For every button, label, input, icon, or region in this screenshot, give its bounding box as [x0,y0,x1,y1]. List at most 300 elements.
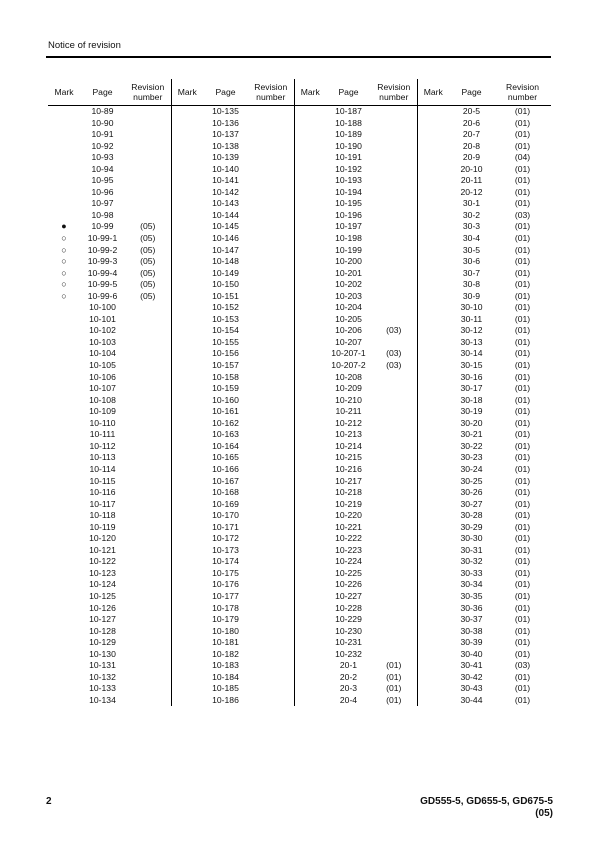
cell-mark [171,268,203,280]
cell-mark [171,129,203,141]
cell-mark [417,129,449,141]
cell-page: 30-11 [460,313,483,324]
cell-mark [171,118,203,130]
cell-revision [125,591,171,603]
cell-revision [371,152,417,164]
cell-revision [248,568,294,580]
cell-revision: (05) [125,221,171,233]
table-row [48,348,551,360]
cell-revision [371,614,417,626]
cell-page: 10-101 [89,313,116,324]
header-mark: Mark [171,79,203,106]
cell-page: 10-111 [89,429,116,440]
cell-page: 10-218 [335,487,362,498]
cell-page: 10-113 [89,452,116,463]
cell-mark [417,556,449,568]
cell-mark [171,152,203,164]
cell-mark [48,545,80,557]
cell-revision [248,106,294,118]
cell-mark [171,141,203,153]
cell-page: 10-207 [335,336,362,347]
cell-mark [417,314,449,326]
cell-page: 30-7 [462,267,481,278]
cell-revision: (01) [514,429,531,440]
cell-revision: (01) [371,683,417,695]
cell-page: 10-180 [212,625,239,636]
cell-page: 30-43 [460,683,483,694]
table-row [48,406,551,418]
cell-revision: (01) [514,440,531,451]
cell-mark [171,418,203,430]
cell-page: 30-12 [460,325,483,336]
table-row [48,510,551,522]
table-row [48,325,551,337]
cell-revision: (05) [125,268,171,280]
cell-revision [371,198,417,210]
cell-revision: (01) [514,510,531,521]
cell-page: 10-228 [335,602,362,613]
cell-mark [48,198,80,210]
cell-mark [171,279,203,291]
table-row [48,372,551,384]
cell-page: 10-167 [212,475,239,486]
cell-mark [417,683,449,695]
cell-page: 30-20 [460,417,483,428]
cell-revision [248,164,294,176]
cell-revision: (05) [125,291,171,303]
cell-mark [48,302,80,314]
cell-mark [417,164,449,176]
cell-page: 10-118 [89,510,116,521]
cell-mark [171,579,203,591]
cell-page: 10-223 [335,544,362,555]
cell-page: 30-33 [460,567,483,578]
cell-mark [171,360,203,372]
cell-page: 10-130 [89,648,116,659]
cell-page: 10-98 [91,209,114,220]
cell-page: 10-154 [212,325,239,336]
cell-page: 10-183 [212,660,239,671]
cell-page: 30-6 [462,256,481,267]
cell-mark [417,533,449,545]
cell-revision: (01) [514,371,531,382]
cell-mark [171,533,203,545]
cell-revision [125,499,171,511]
cell-mark [417,637,449,649]
model-list: GD555-5, GD655-5, GD675-5 [420,796,553,807]
cell-revision [248,683,294,695]
cell-mark [48,695,80,707]
table-row [48,522,551,534]
table-row [48,291,551,303]
cell-page: 20-4 [339,694,358,705]
cell-page: 10-200 [335,256,362,267]
cell-page: 10-210 [335,394,362,405]
cell-revision [125,672,171,684]
header-page: Page [449,79,494,106]
cell-revision [248,383,294,395]
cell-mark [171,695,203,707]
cell-revision [371,626,417,638]
header-page: Page [203,79,248,106]
cell-page: 30-42 [460,671,483,682]
cell-page: 10-231 [335,637,362,648]
cell-revision [371,476,417,488]
cell-revision: (01) [514,498,531,509]
cell-mark [294,245,326,257]
cell-mark [48,152,80,164]
cell-revision: (03) [371,348,417,360]
cell-revision: (01) [514,221,531,232]
cell-mark [417,591,449,603]
cell-mark [171,164,203,176]
cell-mark [294,683,326,695]
header-revision: Revision number [125,79,171,106]
cell-page: 10-107 [89,383,116,394]
cell-revision [371,337,417,349]
cell-mark [48,626,80,638]
cell-page: 20-3 [339,683,358,694]
cell-page: 10-99-2 [87,244,118,255]
cell-revision [371,383,417,395]
cell-page: 10-206 [335,325,362,336]
cell-mark [48,360,80,372]
cell-mark [417,302,449,314]
cell-revision [371,533,417,545]
cell-revision [371,118,417,130]
cell-page: 10-136 [212,117,239,128]
table-row [48,129,551,141]
table-row [48,626,551,638]
cell-mark [48,348,80,360]
cell-revision: (01) [514,394,531,405]
cell-revision [125,487,171,499]
cell-page: 30-22 [460,440,483,451]
table-row [48,141,551,153]
cell-page: 30-5 [462,244,481,255]
cell-mark [48,579,80,591]
cell-page: 10-197 [335,221,362,232]
cell-mark [294,695,326,707]
table-row [48,245,551,257]
cell-revision [371,372,417,384]
cell-revision [248,510,294,522]
cell-page: 10-103 [89,336,116,347]
cell-page: 10-157 [212,360,239,371]
cell-page: 20-11 [460,175,483,186]
cell-page: 10-209 [335,383,362,394]
cell-page: 30-36 [460,602,483,613]
cell-revision [125,510,171,522]
cell-mark [48,429,80,441]
cell-page: 30-4 [462,233,481,244]
cell-mark [171,522,203,534]
cell-page: 30-44 [460,694,483,705]
cell-mark [171,302,203,314]
cell-mark [171,221,203,233]
table-row [48,175,551,187]
cell-page: 10-152 [212,302,239,313]
cell-revision [371,164,417,176]
cell-page: 10-134 [89,694,116,705]
table-row [48,533,551,545]
cell-page: 30-27 [460,498,483,509]
cell-revision: (01) [514,302,531,313]
cell-mark [48,187,80,199]
cell-revision [248,626,294,638]
cell-mark [294,118,326,130]
cell-revision [125,626,171,638]
cell-mark [171,452,203,464]
cell-revision [248,579,294,591]
cell-mark [171,256,203,268]
table-row [48,637,551,649]
cell-revision [248,256,294,268]
cell-mark [417,568,449,580]
cell-revision [248,325,294,337]
cell-page: 10-131 [89,660,116,671]
table-header-row [48,79,551,106]
cell-mark [171,510,203,522]
cell-page: 10-195 [335,198,362,209]
cell-mark [417,198,449,210]
cell-page: 10-100 [89,302,116,313]
cell-page: 10-115 [89,475,116,486]
cell-revision [371,291,417,303]
table-row [48,233,551,245]
cell-page: 30-32 [460,556,483,567]
cell-revision [248,591,294,603]
cell-revision: (01) [514,244,531,255]
cell-revision [248,360,294,372]
cell-page: 20-12 [460,186,483,197]
cell-revision [248,695,294,707]
cell-page: 10-162 [212,417,239,428]
cell-page: 10-204 [335,302,362,313]
table-row [48,452,551,464]
cell-mark [48,210,80,222]
cell-page: 30-10 [460,302,483,313]
cell-mark [417,429,449,441]
cell-mark [417,118,449,130]
cell-revision [125,545,171,557]
cell-revision [125,106,171,118]
table-row [48,672,551,684]
cell-mark [417,348,449,360]
cell-revision [125,683,171,695]
cell-mark [417,383,449,395]
cell-revision [371,210,417,222]
cell-mark [417,360,449,372]
cell-revision: (01) [514,256,531,267]
cell-mark [417,626,449,638]
cell-page: 10-208 [335,371,362,382]
cell-mark [48,603,80,615]
cell-page: 20-6 [462,117,481,128]
cell-mark [417,614,449,626]
cell-revision [248,372,294,384]
cell-page: 10-184 [212,671,239,682]
cell-mark [171,187,203,199]
cell-revision [371,233,417,245]
cell-mark [48,141,80,153]
cell-page: 10-97 [91,198,114,209]
cell-mark [171,325,203,337]
cell-page: 10-214 [335,440,362,451]
cell-mark [48,383,80,395]
cell-page: 10-220 [335,510,362,521]
cell-page: 10-161 [212,406,239,417]
cell-mark [48,683,80,695]
table-row [48,429,551,441]
cell-mark [294,106,326,118]
cell-page: 10-151 [212,290,239,301]
cell-revision: (01) [514,233,531,244]
cell-mark [294,152,326,164]
cell-revision: (01) [514,694,531,705]
cell-revision [248,522,294,534]
cell-page: 10-124 [89,579,116,590]
cell-mark [48,175,80,187]
cell-revision: (01) [514,383,531,394]
cell-revision: (01) [371,660,417,672]
cell-page: 30-15 [460,360,483,371]
cell-mark [171,429,203,441]
cell-mark [48,637,80,649]
cell-revision [248,210,294,222]
cell-mark [417,210,449,222]
cell-mark [171,337,203,349]
cell-revision [371,302,417,314]
cell-mark [48,464,80,476]
cell-mark [171,383,203,395]
cell-page: 30-30 [460,533,483,544]
cell-revision: (04) [514,152,531,163]
cell-revision [125,637,171,649]
cell-revision [371,464,417,476]
cell-mark [171,660,203,672]
cell-mark [294,522,326,534]
cell-page: 10-150 [212,279,239,290]
cell-mark [294,418,326,430]
cell-page: 10-122 [89,556,116,567]
cell-revision: (01) [514,313,531,324]
cell-mark [48,314,80,326]
cell-page: 10-185 [212,683,239,694]
cell-revision [125,325,171,337]
cell-page: 30-2 [462,209,481,220]
cell-page: 10-207-1 [331,348,366,359]
cell-page: 30-39 [460,637,483,648]
cell-revision [125,603,171,615]
cell-revision [125,660,171,672]
cell-page: 10-141 [212,175,239,186]
cell-mark [48,487,80,499]
cell-revision [125,533,171,545]
cell-page: 20-10 [460,163,483,174]
cell-page: 10-105 [89,360,116,371]
cell-mark [48,406,80,418]
table-row [48,545,551,557]
cell-mark [294,429,326,441]
header-mark: Mark [294,79,326,106]
cell-mark [294,348,326,360]
cell-revision [248,452,294,464]
cell-revision: (05) [125,256,171,268]
cell-revision: (01) [371,672,417,684]
cell-page: 10-94 [91,163,114,174]
cell-page: 20-7 [462,129,481,140]
cell-mark [294,395,326,407]
cell-mark [171,464,203,476]
cell-revision [248,487,294,499]
cell-page: 10-201 [335,267,362,278]
cell-mark [294,441,326,453]
cell-revision [371,175,417,187]
cell-revision [125,579,171,591]
cell-page: 10-137 [212,129,239,140]
revision-table [48,79,551,706]
cell-mark [294,337,326,349]
cell-page: 30-9 [462,290,481,301]
cell-revision [248,118,294,130]
cell-mark [294,579,326,591]
cell-page: 10-205 [335,313,362,324]
table-row [48,268,551,280]
cell-page: 10-117 [89,498,116,509]
cell-mark [294,603,326,615]
cell-mark [48,499,80,511]
cell-mark [417,487,449,499]
header-rule [46,56,551,58]
cell-mark [48,510,80,522]
cell-page: 10-144 [212,209,239,220]
cell-page: 10-95 [91,175,114,186]
table-row [48,418,551,430]
cell-page: 10-142 [212,186,239,197]
cell-mark [294,487,326,499]
cell-revision [125,395,171,407]
cell-page: 10-199 [335,244,362,255]
cell-page: 10-99-1 [87,233,118,244]
cell-mark [417,695,449,707]
cell-mark: ● [61,221,67,232]
cell-page: 30-29 [460,521,483,532]
cell-revision [371,591,417,603]
cell-page: 10-126 [89,602,116,613]
cell-page: 30-40 [460,648,483,659]
cell-page: 30-26 [460,487,483,498]
cell-revision: (01) [514,140,531,151]
cell-page: 10-148 [212,256,239,267]
cell-revision [248,429,294,441]
cell-mark [417,106,449,118]
cell-mark [294,187,326,199]
cell-mark [48,533,80,545]
cell-page: 30-18 [460,394,483,405]
cell-page: 10-92 [91,140,114,151]
cell-revision: (01) [514,590,531,601]
cell-revision [125,429,171,441]
cell-mark [417,187,449,199]
cell-mark [294,406,326,418]
cell-revision [248,649,294,661]
cell-revision [248,660,294,672]
table-row [48,210,551,222]
cell-page: 10-104 [89,348,116,359]
cell-page: 10-191 [335,152,362,163]
cell-revision [248,221,294,233]
